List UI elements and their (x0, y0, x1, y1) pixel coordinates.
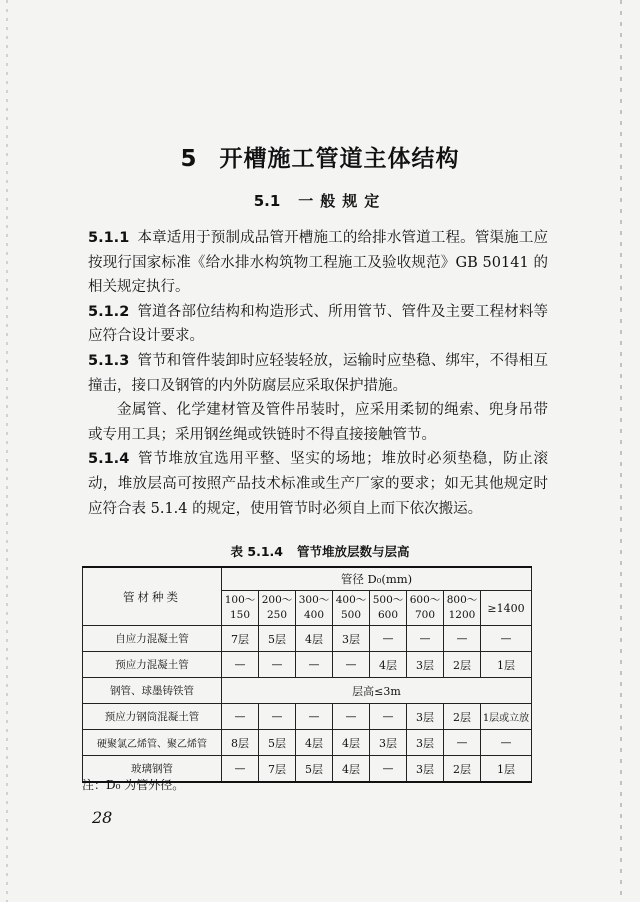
table-cell: — (296, 704, 333, 730)
table-cell: — (370, 626, 407, 652)
clause-paragraph (88, 300, 548, 349)
table-row (83, 678, 532, 704)
section-number: 5.1 (253, 192, 281, 210)
clause-number: 5.1.1 (88, 230, 130, 246)
section-heading (0, 190, 640, 211)
body-text (88, 226, 548, 521)
table-cell: — (481, 626, 532, 652)
material-name-cell: 自应力混凝土管 (83, 626, 222, 652)
chapter-title: 开槽施工管道主体结构 (219, 146, 460, 172)
diameter-range-cell: 500～ 600 (370, 591, 407, 626)
table-row (83, 626, 532, 652)
table-row (83, 730, 532, 756)
row-header-cell: 管材种类 (83, 567, 222, 626)
table-cell: — (222, 652, 259, 678)
table-cell: — (370, 756, 407, 783)
diameter-range-cell: 300～ 400 (296, 591, 333, 626)
table-cell: 3层 (407, 756, 444, 783)
table-cell: 3层 (407, 730, 444, 756)
table-cell: 7层 (222, 626, 259, 652)
clause-text: 管节和管件装卸时应轻装轻放，运输时应垫稳、绑牢，不得相互撞击，接口及钢管的内外防腐层应采取保护措施。 (88, 352, 548, 394)
table-row (83, 704, 532, 730)
clause-text: 本章适用于预制成品管开槽施工的给排水管道工程。管渠施工应按现行国家标准《给水排水构筑物工程施工及验收规范》GB 50141 的相关规定执行。 (88, 230, 548, 296)
table-cell: — (259, 704, 296, 730)
table-cell: — (370, 704, 407, 730)
table-cell: 5层 (259, 730, 296, 756)
table-cell: 1层或立放 (481, 704, 532, 730)
table-cell: 1层 (481, 652, 532, 678)
table-cell: 7层 (259, 756, 296, 783)
section-title: 一般规定 (298, 192, 387, 210)
merged-cell: 层高≤3m (222, 678, 532, 704)
clause-number: 5.1.3 (88, 352, 130, 369)
diameter-range-cell: 800～ 1200 (444, 591, 481, 626)
table-cell: 2层 (444, 756, 481, 783)
table-cell: — (407, 626, 444, 652)
table-cell: 2层 (444, 704, 481, 730)
clause-text: 管道各部位结构和构造形式、所用管节、管件及主要工程材料等应符合设计要求。 (88, 303, 548, 345)
clause-paragraph (88, 447, 548, 521)
table-cell: — (481, 730, 532, 756)
clause-paragraph-continued (88, 398, 548, 447)
diameter-group-header: 管径 D₀(mm) (222, 567, 532, 591)
material-name-cell: 钢管、球墨铸铁管 (83, 678, 222, 704)
stacking-table (82, 566, 532, 783)
table-note: 注：D₀ 为管外径。 (82, 778, 185, 792)
table-cell: 2层 (444, 652, 481, 678)
material-name-cell: 预应力钢筒混凝土管 (83, 704, 222, 730)
table-cell: 5层 (259, 626, 296, 652)
scan-edge-right (620, 0, 622, 902)
table-cell: — (222, 756, 259, 783)
clause-paragraph (88, 349, 548, 398)
table-cell: — (444, 626, 481, 652)
clause-text: 金属管、化学建材管及管件吊装时，应采用柔韧的绳索、兜身吊带或专用工具；采用钢丝绳或铁链时不得直接接触管节。 (88, 402, 548, 443)
table-cell: — (444, 730, 481, 756)
page-number: 28 (92, 808, 113, 827)
material-name-cell: 硬聚氯乙烯管、聚乙烯管 (83, 730, 222, 756)
table-cell: 3层 (333, 626, 370, 652)
scan-edge-left (6, 0, 8, 902)
clause-number: 5.1.4 (88, 451, 130, 468)
diameter-range-cell: 400～ 500 (333, 591, 370, 626)
table-cell: — (333, 652, 370, 678)
diameter-range-cell: ≥1400 (481, 591, 532, 626)
table-cell: — (222, 704, 259, 730)
clause-number: 5.1.2 (88, 303, 130, 320)
chapter-number: 5 (180, 146, 198, 172)
clause-text: 管节堆放宜选用平整、坚实的场地；堆放时必须垫稳，防止滚动，堆放层高可按照产品技术标准或生产厂家的要求；如无其他规定时应符合表 5.1.4 的规定，使用管节时必须自上而下依次搬运。 (88, 451, 548, 517)
table-cell: 3层 (370, 730, 407, 756)
table-cell: 4层 (333, 756, 370, 783)
table-cell: 4层 (333, 730, 370, 756)
table-cell: — (333, 704, 370, 730)
table-caption (0, 542, 640, 560)
table-caption-title: 管节堆放层数与层高 (296, 544, 410, 559)
material-name-cell: 预应力混凝土管 (83, 652, 222, 678)
table-cell: 3层 (407, 652, 444, 678)
table-row (83, 652, 532, 678)
table-cell: 4层 (296, 730, 333, 756)
table-cell: 1层 (481, 756, 532, 783)
diameter-range-cell: 100～ 150 (222, 591, 259, 626)
table-caption-number: 表 5.1.4 (230, 544, 283, 559)
clause-paragraph (88, 226, 548, 300)
diameter-range-cell: 200～ 250 (259, 591, 296, 626)
table-cell: 3层 (407, 704, 444, 730)
table-cell: 8层 (222, 730, 259, 756)
table-cell: 4层 (296, 626, 333, 652)
diameter-range-cell: 600～ 700 (407, 591, 444, 626)
table-cell: — (296, 652, 333, 678)
table-cell: 4层 (370, 652, 407, 678)
table-cell: 5层 (296, 756, 333, 783)
material-name-cell: 玻璃钢管 (83, 756, 222, 783)
table-cell: — (259, 652, 296, 678)
chapter-heading (0, 140, 640, 173)
